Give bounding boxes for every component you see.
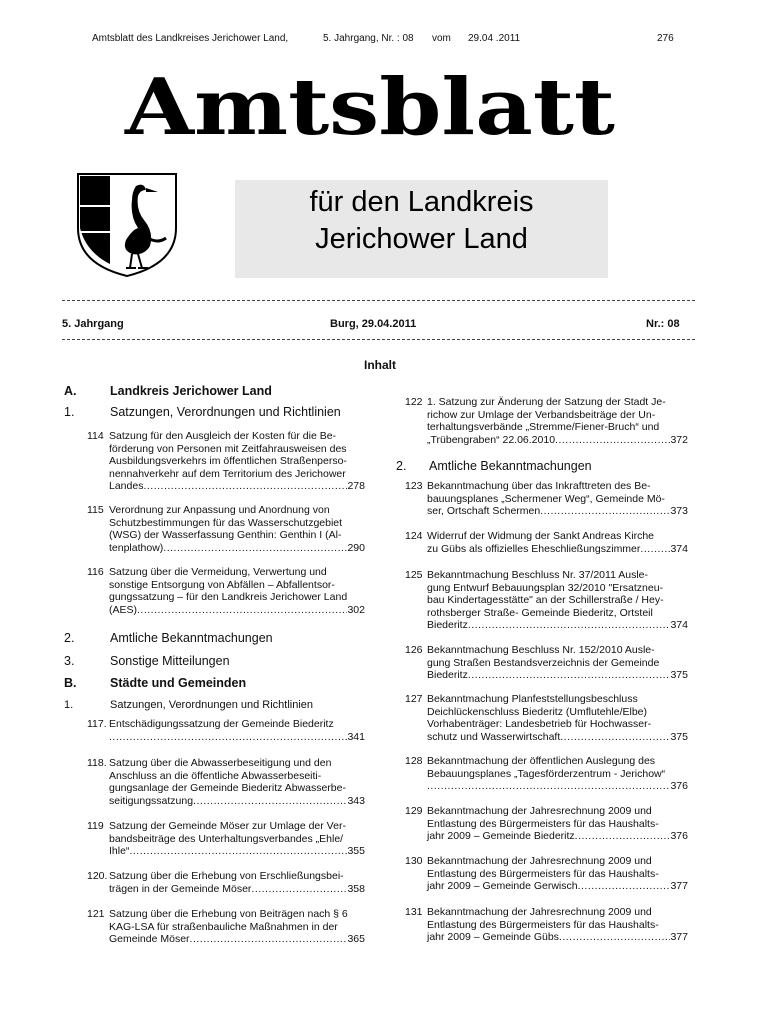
toc-entry-126 <box>405 644 688 682</box>
dot-leader <box>109 731 347 744</box>
entry-text-tail: seitigungssatzung <box>109 794 194 807</box>
toc-entry-127 <box>405 693 688 743</box>
entry-text-line: rothsberger Straße- Gemeinde Biederitz, Ortsteil <box>427 606 653 619</box>
entry-text-line: förderung von Personen mit Zeitfahrausweisen des <box>109 442 347 455</box>
entry-last-line <box>427 880 688 893</box>
entry-text-line: Bekanntmachung Beschluss Nr. 152/2010 Ausle- <box>427 644 655 656</box>
entry-text-line: Bekanntmachung Beschluss Nr. 37/2011 Ausle- <box>427 569 649 581</box>
entry-text-line: Satzung über die Abwasserbeseitigung und den <box>109 757 332 769</box>
entry-text-tail: schutz und Wasserwirtschaft <box>427 730 561 743</box>
entry-number: 127 <box>405 693 423 705</box>
entry-text-line: Satzung über die Erhebung von Beiträgen nach § 6 <box>109 908 348 920</box>
subtitle-box <box>235 180 608 278</box>
dot-leader <box>427 780 670 793</box>
toc-entry-122 <box>405 396 688 446</box>
entry-text-line: (WSG) der Wasserfassung Genthin: Genthin I (Al- <box>109 529 342 542</box>
issue-volume: 5. Jahrgang <box>62 318 124 330</box>
entry-page-number: 376 <box>670 830 688 843</box>
entry-text-tail: tenplathow) <box>109 541 164 554</box>
masthead-wordmark <box>120 62 620 146</box>
subtitle-line-2: Jerichower Land <box>315 223 528 255</box>
entry-number: 126 <box>405 644 423 656</box>
dot-leader <box>163 542 347 555</box>
entry-number: 122 <box>405 396 423 408</box>
entry-text-line: richow zur Umlage der Verbandsbeiträge der Un- <box>427 408 656 421</box>
toc-entry-130 <box>405 855 688 893</box>
dot-leader <box>555 434 670 447</box>
entry-page-number: 365 <box>347 933 365 946</box>
entry-text-line: bauungsplanes „Schermener Weg“, Gemeinde Mö- <box>427 492 665 505</box>
subtitle-line-1: für den Landkreis <box>309 186 534 218</box>
dot-leader <box>559 931 671 944</box>
entry-number: 121 <box>87 908 105 920</box>
dot-leader <box>129 845 347 858</box>
entry-page-number: 376 <box>670 780 688 793</box>
entry-number: 115 <box>87 504 104 516</box>
entry-last-line <box>109 480 365 493</box>
entry-text-line: Anschluss an die öffentliche Abwasserbeseiti- <box>109 769 322 782</box>
entry-text-line: Entlastung des Bürgermeisters für das Haushalts- <box>427 918 659 931</box>
entry-text-line: Deichlückenschluss Biederitz (Umflutehle/Elbe) <box>427 705 648 718</box>
toc-heading: Inhalt <box>364 358 396 372</box>
entry-number: 119 <box>87 820 104 832</box>
entry-number: 125 <box>405 569 423 581</box>
entry-text-line: gungssatzung – für den Landkreis Jerichower Land <box>109 591 348 604</box>
dot-leader <box>640 543 670 556</box>
entry-text-tail: trägen in der Gemeinde Möser <box>109 882 252 895</box>
divider-bottom <box>62 339 695 340</box>
toc-entry-124 <box>405 530 688 555</box>
entry-last-line <box>427 669 688 682</box>
header-issue: 5. Jahrgang, Nr. : 08 <box>323 33 414 44</box>
entry-text-line: 1. Satzung zur Änderung der Satzung der Stadt Je- <box>427 396 666 408</box>
entry-text-line: Widerruf der Widmung der Sankt Andreas Kirche <box>427 530 655 542</box>
entry-text-line: Vorhabenträger: Landesbetrieb für Hochwasser- <box>427 718 652 731</box>
entry-text-line: Bekanntmachung der öffentlichen Auslegung des <box>427 755 656 767</box>
entry-text-line: terhaltungsverbände „Stremme/Fiener-Bruch“ und <box>427 421 660 434</box>
entry-page-number: 375 <box>670 669 688 682</box>
header-date: 29.04 .2011 <box>468 33 521 44</box>
dot-leader <box>560 731 670 744</box>
entry-text-line: gung Straßen Bestandsverzeichnis der Gemeinde <box>427 656 660 669</box>
entry-text-line: Bekanntmachung der Jahresrechnung 2009 und <box>427 906 652 918</box>
entry-text-line: Bekanntmachung Planfeststellungsbeschluss <box>427 693 638 705</box>
entry-last-line <box>427 731 688 744</box>
entry-last-line <box>427 931 688 944</box>
entry-last-line <box>427 830 688 843</box>
toc-entry-117 <box>87 718 365 743</box>
entry-last-line <box>109 731 365 744</box>
masthead-title: Amtsblatt <box>123 62 616 146</box>
entry-number: 123 <box>405 480 423 492</box>
dot-leader <box>468 619 671 632</box>
entry-text-tail: ser, Ortschaft Schermen <box>427 505 541 518</box>
divider-top <box>62 300 695 301</box>
entry-number: 131 <box>405 906 423 918</box>
entry-last-line <box>109 542 365 555</box>
dot-leader <box>190 933 348 946</box>
entry-last-line <box>109 933 365 946</box>
entry-last-line <box>427 619 688 632</box>
toc-entry-131 <box>405 906 688 944</box>
issue-place-date: Burg, 29.04.2011 <box>330 318 417 330</box>
dot-leader <box>251 883 347 896</box>
entry-text-tail: (AES) <box>109 603 138 616</box>
entry-text-tail: „Trübengraben“ 22.06.2010 <box>427 433 556 446</box>
dot-leader <box>143 480 347 493</box>
entry-text-line: Entlastung des Bürgermeisters für das Haushalts- <box>427 817 659 830</box>
entry-page-number: 358 <box>347 882 365 895</box>
toc-entry-128 <box>405 755 688 793</box>
entry-text-tail: Ihle“ <box>109 845 130 858</box>
entry-text-line: Ausbildungsverkehrs im öffentlichen Straßenperso- <box>109 455 347 468</box>
entry-text-tail: jahr 2009 – Gemeinde Biederitz <box>427 830 575 843</box>
entry-page-number: 377 <box>670 931 688 944</box>
entry-text-line: Entschädigungssatzung der Gemeinde Biederitz <box>109 718 334 730</box>
entry-text-line: bandsbeiträge des Unterhaltungsverbandes „Ehle/ <box>109 832 344 845</box>
header-vom: vom <box>432 33 451 44</box>
entry-number: 120. <box>87 870 108 882</box>
entry-text-line: Satzung über die Vermeidung, Verwertung und <box>109 566 327 578</box>
issue-number: Nr.: 08 <box>646 318 680 330</box>
entry-number: 128 <box>405 755 423 767</box>
entry-last-line <box>427 543 688 556</box>
entry-text-line: Verordnung zur Anpassung und Anordnung von <box>109 504 330 516</box>
entry-text-tail: Gemeinde Möser <box>109 933 190 946</box>
header-publication: Amtsblatt des Landkreises Jerichower Land, <box>92 33 289 44</box>
entry-last-line <box>427 434 688 447</box>
entry-last-line <box>109 845 365 858</box>
entry-page-number: 373 <box>670 505 688 518</box>
entry-text-line: Bekanntmachung über das Inkrafttreten des Be- <box>427 480 651 492</box>
toc-entry-119 <box>87 820 365 858</box>
dot-leader <box>540 505 670 518</box>
dot-leader <box>193 795 347 808</box>
entry-text-tail: Landes <box>109 480 144 493</box>
entry-number: 117. <box>87 718 107 730</box>
entry-last-line <box>427 780 688 793</box>
toc-entry-129 <box>405 805 688 843</box>
entry-page-number: 343 <box>347 794 365 807</box>
entry-text-tail: jahr 2009 – Gemeinde Gübs <box>427 931 559 944</box>
toc-entry-121 <box>87 908 365 946</box>
dot-leader <box>575 830 671 843</box>
entry-text-line: Satzung für den Ausgleich der Kosten für die Be- <box>109 430 337 442</box>
entry-text-line: Entlastung des Bürgermeisters für das Haushalts- <box>427 867 659 880</box>
toc-entry-123 <box>405 480 688 518</box>
toc-entry-115 <box>87 504 365 554</box>
entry-text-line: gungsanlage der Gemeinde Biederitz Abwasserbe- <box>109 782 346 795</box>
entry-text-line: Satzung der Gemeinde Möser zur Umlage der Ver- <box>109 820 346 832</box>
entry-text-line: Bekanntmachung der Jahresrechnung 2009 und <box>427 805 652 817</box>
entry-text-line: bau Kindertagesstätte" an der Schillerstraße / Hey- <box>427 594 664 607</box>
coat-of-arms-icon <box>76 172 178 278</box>
dot-leader <box>137 604 347 617</box>
entry-number: 118. <box>87 757 107 769</box>
entry-page-number: 377 <box>670 880 688 893</box>
toc-entry-118 <box>87 757 365 807</box>
entry-text-tail: Biederitz <box>427 669 468 682</box>
entry-text-line: nennahverkehr auf dem Territorium des Jerichower <box>109 467 346 480</box>
entry-page-number: 355 <box>347 845 365 858</box>
entry-page-number: 341 <box>347 730 365 743</box>
entry-text-tail: Biederitz <box>427 619 468 632</box>
entry-number: 129 <box>405 805 423 817</box>
toc-entry-116 <box>87 566 365 616</box>
entry-page-number: 302 <box>347 603 365 616</box>
entry-number: 116 <box>87 566 104 578</box>
entry-text-line: gung Entwurf Bebauungsplan 32/2010 "Ersatzneu- <box>427 581 664 594</box>
entry-text-tail: jahr 2009 – Gemeinde Gerwisch <box>427 880 578 893</box>
entry-page-number: 278 <box>347 480 365 493</box>
entry-last-line <box>427 505 688 518</box>
entry-page-number: 374 <box>670 619 688 632</box>
entry-page-number: 372 <box>670 433 688 446</box>
entry-last-line <box>109 795 365 808</box>
entry-last-line <box>109 604 365 617</box>
toc-entry-125 <box>405 569 688 632</box>
entry-page-number: 374 <box>670 542 688 555</box>
entry-text-line: Bekanntmachung der Jahresrechnung 2009 und <box>427 855 652 867</box>
toc-entry-114 <box>87 430 365 493</box>
dot-leader <box>468 669 671 682</box>
entry-last-line <box>109 883 365 896</box>
entry-text-tail: zu Gübs als offizielles Eheschließungszimmer <box>427 542 641 555</box>
entry-text-line: Bebauungsplanes „Tagesförderzentrum - Jerichow“ <box>427 767 666 780</box>
header-page-number: 276 <box>657 33 674 44</box>
entry-text-line: sonstige Entsorgung von Abfällen – Abfallentsor- <box>109 578 335 591</box>
entry-page-number: 290 <box>347 541 365 554</box>
toc-entry-120 <box>87 870 365 895</box>
entry-text-line: Schutzbestimmungen für das Wasserschutzgebiet <box>109 516 343 529</box>
entry-text-line: KAG-LSA für straßenbauliche Maßnahmen in der <box>109 920 338 933</box>
dot-leader <box>578 880 671 893</box>
entry-number: 130 <box>405 855 423 867</box>
entry-number: 114 <box>87 430 104 442</box>
entry-number: 124 <box>405 530 423 542</box>
entry-page-number: 375 <box>670 730 688 743</box>
entry-text-line: Satzung über die Erhebung von Erschließungsbei- <box>109 870 344 882</box>
